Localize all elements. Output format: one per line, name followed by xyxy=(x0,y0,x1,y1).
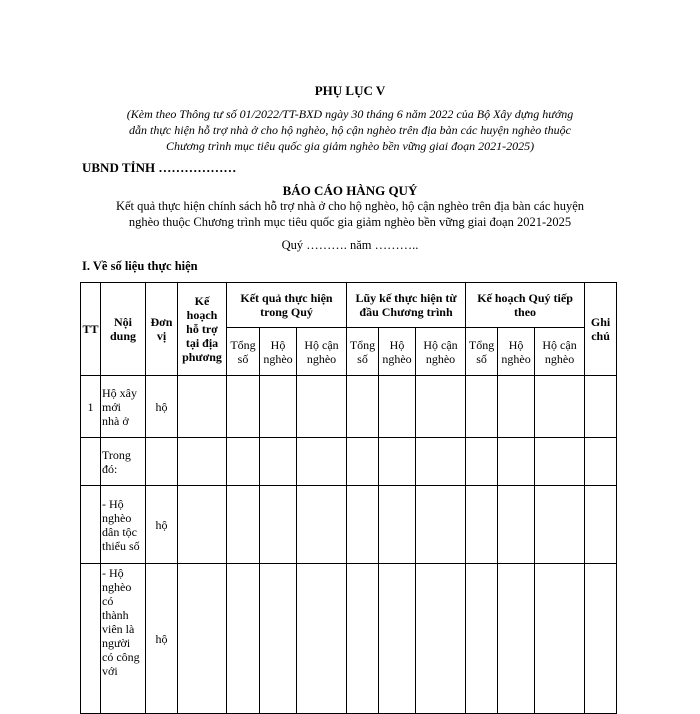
report-description-line: Kết quả thực hiện chính sách hỗ trợ nhà ở cho hộ nghèo, hộ cận nghèo trên địa bàn các huyện xyxy=(115,199,585,213)
cell-text: - Hộ xyxy=(102,496,124,511)
cell-empty[interactable] xyxy=(297,486,347,564)
cell-text: thành xyxy=(102,608,129,622)
cell-empty[interactable] xyxy=(379,376,416,438)
cell-empty[interactable] xyxy=(535,564,585,714)
header-text: hoạch xyxy=(186,308,218,322)
subheader-tong-so xyxy=(466,328,498,376)
subheader-text: số xyxy=(237,351,249,366)
cell-empty[interactable] xyxy=(260,438,297,486)
subheader-text: nghèo xyxy=(501,351,531,366)
cell-empty[interactable] xyxy=(178,376,227,438)
subheader-text: Tổng xyxy=(230,337,256,352)
province-committee-label: UBND TỈNH ……………… xyxy=(82,160,237,175)
table-row xyxy=(81,438,617,486)
report-description-line: nghèo thuộc Chương trình mục tiêu quốc gia giảm nghèo bền vững giai đoạn 2021-2025 xyxy=(128,215,572,229)
subheader-ho-can-ngheo xyxy=(416,328,466,376)
cell-empty[interactable] xyxy=(466,438,498,486)
cell-empty[interactable] xyxy=(260,564,297,714)
cell-empty[interactable] xyxy=(297,564,347,714)
cell-noi-dung xyxy=(101,376,146,438)
subtitle-line: dẫn thực hiện hỗ trợ nhà ở cho hộ nghèo, hộ cận nghèo trên địa bàn các huyện nghèo thuộc xyxy=(129,123,571,137)
cell-text: dân tộc xyxy=(102,524,137,539)
header-text: Đơn xyxy=(150,315,173,329)
cell-empty[interactable] xyxy=(416,564,466,714)
cell-empty[interactable] xyxy=(466,564,498,714)
subheader-text: Tổng xyxy=(468,337,495,352)
header-text: Nội xyxy=(114,315,132,329)
cell-empty[interactable] xyxy=(585,376,617,438)
cell-empty[interactable] xyxy=(535,438,585,486)
cell-empty[interactable] xyxy=(416,486,466,564)
header-text: Kết quả thực hiện xyxy=(240,291,333,305)
cell-empty[interactable] xyxy=(227,486,260,564)
cell-tt: 1 xyxy=(81,376,101,438)
header-text: theo xyxy=(514,305,537,319)
subheader-ho-ngheo xyxy=(498,328,535,376)
cell-text: Trong xyxy=(102,447,131,462)
subheader-text: Hộ xyxy=(389,337,405,352)
subheader-text: số xyxy=(476,351,487,366)
header-ke-hoach-quy xyxy=(466,283,585,328)
subheader-text: nghèo xyxy=(382,351,412,366)
cell-empty[interactable] xyxy=(585,438,617,486)
subheader-ho-ngheo xyxy=(260,328,297,376)
subheader-text: Hộ cận xyxy=(304,337,339,352)
header-text: chú xyxy=(591,329,610,343)
cell-empty[interactable] xyxy=(178,438,227,486)
cell-text: mới xyxy=(102,399,122,414)
subtitle-line: Chương trình mục tiêu quốc gia giảm nghèo bền vững giai đoạn 2021-2025) xyxy=(165,139,535,153)
table-row xyxy=(81,376,617,438)
cell-noi-dung xyxy=(101,486,146,564)
header-text: vị xyxy=(156,329,167,343)
cell-noi-dung xyxy=(101,438,146,486)
cell-empty[interactable] xyxy=(535,486,585,564)
appendix-title: PHỤ LỤC V xyxy=(314,83,386,98)
cell-empty[interactable] xyxy=(498,564,535,714)
cell-tt xyxy=(81,564,101,714)
cell-empty[interactable] xyxy=(379,486,416,564)
cell-text: nghèo xyxy=(102,580,132,594)
report-table xyxy=(80,282,617,714)
cell-text: - Hộ xyxy=(102,566,124,580)
report-period: Quý ………. năm ……….. xyxy=(281,238,419,252)
cell-empty[interactable] xyxy=(498,438,535,486)
header-text: Kế hoạch Quý tiếp xyxy=(477,291,573,305)
cell-don-vi: hộ xyxy=(146,486,178,564)
header-luy-ke xyxy=(347,283,466,328)
cell-don-vi xyxy=(146,438,178,486)
cell-empty[interactable] xyxy=(297,438,347,486)
cell-empty[interactable] xyxy=(535,376,585,438)
header-text: Lũy kế thực hiện từ xyxy=(355,291,457,305)
cell-text: thiểu số xyxy=(102,538,140,553)
cell-empty[interactable] xyxy=(260,376,297,438)
cell-empty[interactable] xyxy=(585,486,617,564)
header-text: hỗ trợ xyxy=(186,322,218,336)
cell-text: có công xyxy=(102,650,140,664)
subheader-text: Hộ xyxy=(270,337,286,352)
subheader-text: nghèo xyxy=(263,351,293,366)
cell-empty[interactable] xyxy=(347,564,379,714)
report-description xyxy=(0,198,700,230)
cell-empty[interactable] xyxy=(416,438,466,486)
header-don-vi xyxy=(146,283,178,376)
cell-empty[interactable] xyxy=(178,486,227,564)
header-tt: TT xyxy=(81,283,101,376)
subheader-tong-so xyxy=(227,328,260,376)
header-text: phương xyxy=(182,350,222,364)
table-row xyxy=(81,486,617,564)
cell-tt xyxy=(81,438,101,486)
header-ghi-chu xyxy=(585,283,617,376)
subheader-text: nghèo xyxy=(544,351,575,366)
cell-empty[interactable] xyxy=(227,564,260,714)
table-header-row xyxy=(81,283,617,328)
section-heading: I. Về số liệu thực hiện xyxy=(82,259,198,273)
report-title: BÁO CÁO HÀNG QUÝ xyxy=(282,183,418,198)
subheader-text: Tổng xyxy=(349,337,376,352)
cell-empty[interactable] xyxy=(416,376,466,438)
cell-empty[interactable] xyxy=(227,376,260,438)
subheader-text: Hộ cận xyxy=(542,337,577,352)
header-text: Ghi xyxy=(590,315,611,329)
cell-empty[interactable] xyxy=(379,438,416,486)
header-text: Kế xyxy=(194,294,210,308)
cell-empty[interactable] xyxy=(347,438,379,486)
cell-empty[interactable] xyxy=(466,376,498,438)
header-ket-qua xyxy=(227,283,347,328)
cell-text: với xyxy=(102,664,118,678)
subheader-text: nghèo xyxy=(306,351,337,366)
cell-empty[interactable] xyxy=(498,376,535,438)
cell-empty[interactable] xyxy=(466,486,498,564)
subheader-text: nghèo xyxy=(425,351,456,366)
cell-text: viên là xyxy=(102,622,135,636)
cell-text: nghèo xyxy=(102,510,132,525)
cell-text: có xyxy=(102,594,114,608)
cell-text: người xyxy=(102,636,131,650)
cell-empty[interactable] xyxy=(585,564,617,714)
header-text: đầu Chương trình xyxy=(359,305,453,319)
subtitle-line: (Kèm theo Thông tư số 01/2022/TT-BXD ngày 30 tháng 6 năm 2022 của Bộ Xây dựng hướng xyxy=(126,107,574,121)
header-ke-hoach xyxy=(178,283,227,376)
cell-empty[interactable] xyxy=(379,564,416,714)
header-text: tại địa xyxy=(185,336,219,350)
cell-noi-dung xyxy=(101,564,146,714)
subheader-text: số xyxy=(357,351,368,366)
subheader-tong-so xyxy=(347,328,379,376)
appendix-subtitle xyxy=(0,106,700,154)
cell-don-vi: hộ xyxy=(146,564,178,714)
header-noi-dung xyxy=(101,283,146,376)
header-text: trong Quý xyxy=(260,305,313,319)
subheader-ho-can-ngheo xyxy=(535,328,585,376)
cell-empty[interactable] xyxy=(347,376,379,438)
cell-text: nhà ở xyxy=(102,413,129,428)
header-text: dung xyxy=(109,329,137,343)
cell-tt xyxy=(81,486,101,564)
cell-empty[interactable] xyxy=(498,486,535,564)
cell-empty[interactable] xyxy=(297,376,347,438)
subheader-ho-ngheo xyxy=(379,328,416,376)
cell-don-vi: hộ xyxy=(146,376,178,438)
cell-empty[interactable] xyxy=(227,438,260,486)
table-row xyxy=(81,564,617,714)
subheader-text: Hộ cận xyxy=(423,337,458,352)
subheader-ho-can-ngheo xyxy=(297,328,347,376)
cell-empty[interactable] xyxy=(347,486,379,564)
cell-empty[interactable] xyxy=(178,564,227,714)
cell-empty[interactable] xyxy=(260,486,297,564)
cell-text: đó: xyxy=(102,461,118,476)
cell-text: Hộ xây xyxy=(102,385,137,400)
subheader-text: Hộ xyxy=(508,337,524,352)
